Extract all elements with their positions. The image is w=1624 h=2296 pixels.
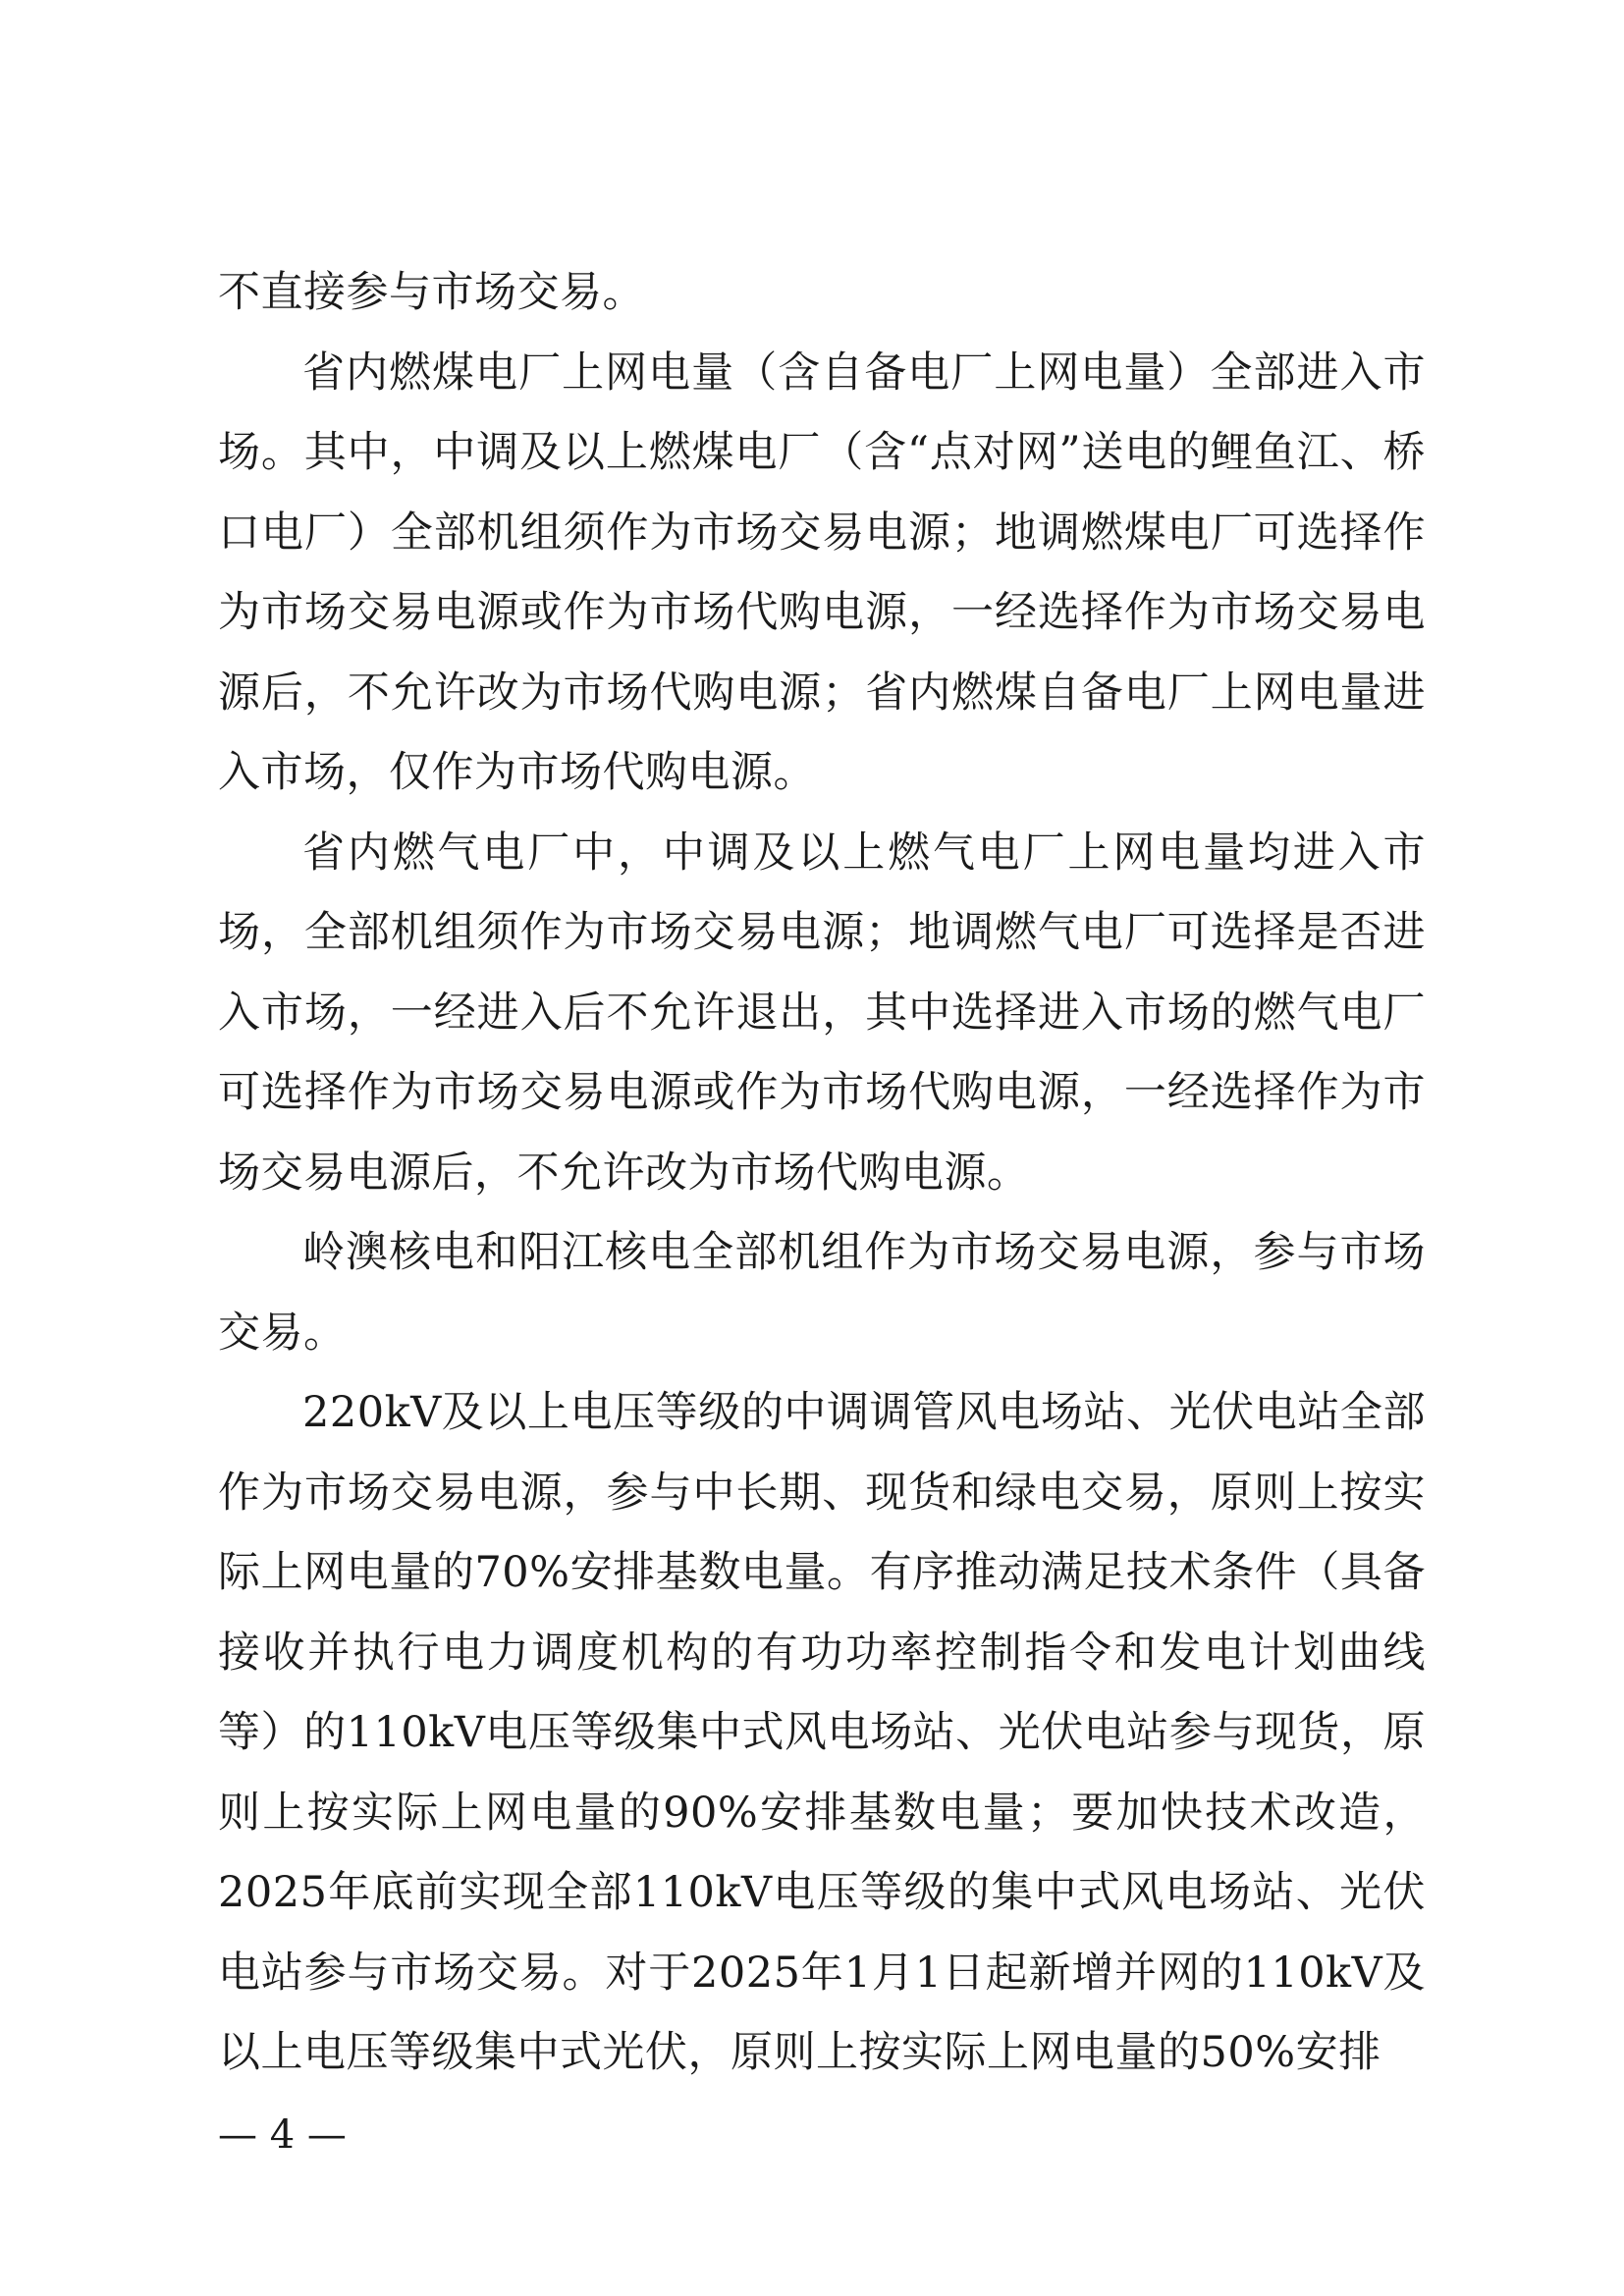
paragraph-coal-plants: 省内燃煤电厂上网电量（含自备电厂上网电量）全部进入市场。其中，中调及以上燃煤电厂（含“点对网”送电的鲤鱼江、桥口电厂）全部机组须作为市场交易电源；地调燃煤电厂可选择作为市场交易电源或作为市场代购电源，一经选择作为市场交易电源后，不允许改为市场代购电源；省内燃煤自备电厂上网电量进入市场，仅作为市场代购电源。	[218, 347, 1426, 797]
paragraph-wind-solar: 220kV及以上电压等级的中调调管风电场站、光伏电站全部作为市场交易电源，参与中长期、现货和绿电交易，原则上按实际上网电量的70%安排基数电量。有序推动满足技术条件（具备接收并执行电力调度机构的有功功率控制指令和发电计划曲线等）的110kV电压等级集中式风电场站、光伏电站参与现货，原则上按实际上网电量的90%安排基数电量；要加快技术改造，2025年底前实现全部110kV电压等级的集中式风电场站、光伏电站参与市场交易。对于2025年1月1日起新增并网的110kV及以上电压等级集中式光伏，原则上按实际上网电量的50%安排	[218, 1388, 1426, 2077]
page-number: — 4 —	[218, 2112, 347, 2158]
paragraph-continuation: 不直接参与市场交易。	[218, 268, 645, 317]
paragraph-nuclear-plants: 岭澳核电和阳江核电全部机组作为市场交易电源，参与市场交易。	[218, 1228, 1426, 1358]
body-text	[218, 253, 1426, 2094]
paragraph-gas-plants: 省内燃气电厂中，中调及以上燃气电厂上网电量均进入市场，全部机组须作为市场交易电源；地调燃气电厂可选择是否进入市场，一经进入后不允许退出，其中选择进入市场的燃气电厂可选择作为市场交易电源或作为市场代购电源，一经选择作为市场交易电源后，不允许改为市场代购电源。	[218, 828, 1426, 1198]
